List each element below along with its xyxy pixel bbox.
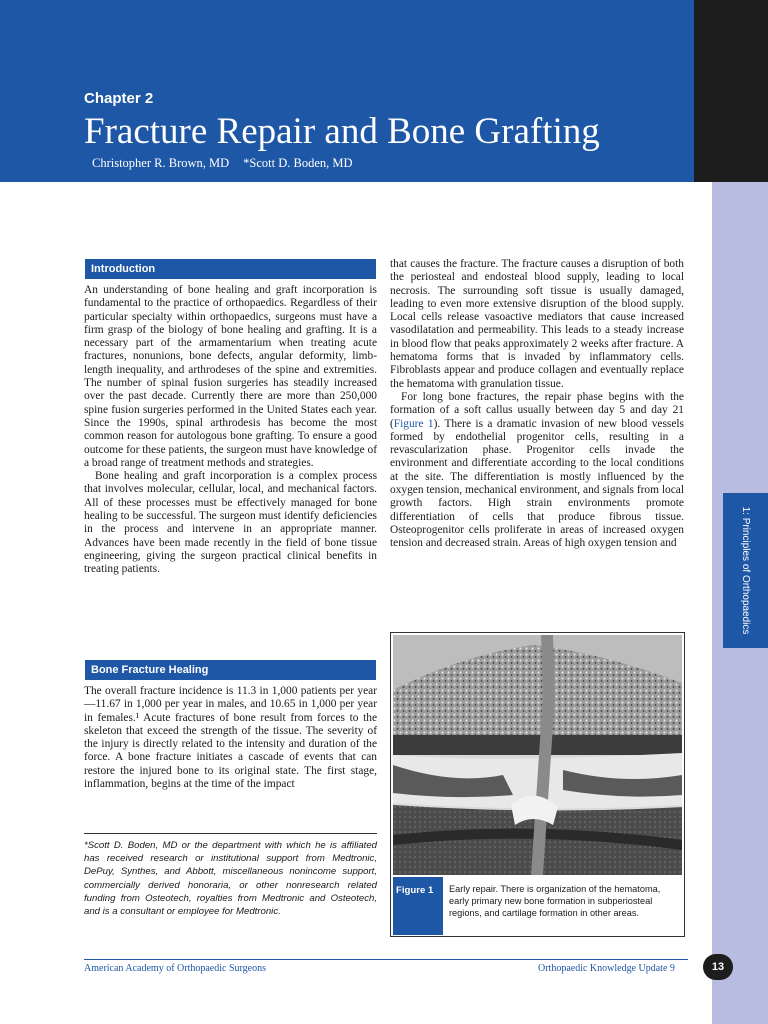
figure-label: Figure 1 xyxy=(393,877,443,935)
introduction-body xyxy=(84,284,377,577)
fracture-healing-body xyxy=(84,685,377,791)
disclosure-footnote: *Scott D. Boden, MD or the department with which he is affiliated has received research or institutional support from Medtronic, DePuy, Synthes, and Abbott, miscellaneous nonincome support, commercially derived honoraria, or other nonresearch related funding from Osteotech, royalties from Medtronic and Osteotech, and is a consultant or employee for Medtronic. xyxy=(84,840,377,918)
fracture-healing-paragraph: The overall fracture incidence is 11.3 in 1,000 patients per year—11.67 in 1,000 per year in males, and 10.65 in 1,000 per year in females.¹ Acute fractures of bone result from forces to the skeleton that exceed the strength of the tissue. The severity of the injury is directly related to the intensity and duration of the force. A bone fracture initiates a cascade of events that can restore the injured bone to its original state. The first stage, inflammation, begins at the time of the impact xyxy=(84,685,377,791)
figure-1 xyxy=(390,632,685,937)
right-paragraph-1: that causes the fracture. The fracture causes a disruption of both the periosteal and endosteal blood supply, leading to local necrosis. The surrounding soft tissue is usually damaged, leading to even more extensive disruption of the blood supply. Local cells release vasoactive mediators that cause increased vasodilatation and permeability. This leads to a steady increase in blood flow that peaks approximately 2 weeks after fracture. A hematoma forms that is invaded by inflammatory cells. Fibroblasts appear and produce collagen and eventually replace the hematoma with granulation tissue. xyxy=(390,258,684,390)
author-list xyxy=(92,156,353,171)
chapter-label: Chapter 2 xyxy=(84,90,154,107)
footer-divider xyxy=(84,959,688,960)
fracture-healing-heading: Bone Fracture Healing xyxy=(85,660,376,680)
introduction-paragraph-1: An understanding of bone healing and graft incorporation is fundamental to the practice of orthopaedics. Regardless of their particular specialty within orthopaedics, surgeons must have a firm grasp of the biology of bone healing and grafting. It is a necessary part of the armamentarium when treating acute fractures, nonunions, bone defects, angular deformity, limb-length inequality, and arthrodeses of the spine and extremities. The number of spinal fusion surgeries has steadily increased over the past decade. Currently there are more than 250,000 spine fusion surgeries performed in the United States each year. Since the 1990s, spinal arthrodesis has become the most common reason for autologous bone grafting. To ensure a good outcome for these patients, the surgeon must have knowledge of a broad range of treatment methods and strategies. xyxy=(84,284,377,469)
footer-publisher: American Academy of Orthopaedic Surgeons xyxy=(84,963,266,974)
right-paragraph-2-start: For long bone fractures, the repair phase begins with the formation of a soft callus usually between day 5 and day 21 ( xyxy=(390,390,684,430)
figure-1-reference-link[interactable]: Figure 1 xyxy=(393,417,434,430)
page-number-badge: 13 xyxy=(703,954,733,980)
section-side-tab xyxy=(723,493,768,648)
header-corner xyxy=(694,0,768,182)
introduction-heading: Introduction xyxy=(85,259,376,279)
histology-micrograph xyxy=(393,635,682,875)
footnote-divider xyxy=(84,833,377,834)
author-2: *Scott D. Boden, MD xyxy=(243,156,353,170)
right-column-body xyxy=(390,258,684,551)
right-paragraph-2 xyxy=(390,391,684,551)
right-paragraph-2-end: ). There is a dramatic invasion of new blood vessels formed by endothelial progenitor cells, resulting in a revascularization phase. Progenitor cells invade the environment and differentiate according to the local conditions at the site. The differentiation is mostly influenced by the oxygen tension, mechanical environment, and signals from local growth factors. High strain environments promote differentiation of cells that produce fibrous tissue. Osteoprogenitor cells proliferate in areas of increased oxygen tension and decreased strain. Areas of high oxygen tension and xyxy=(390,417,684,550)
footer-book-title: Orthopaedic Knowledge Update 9 xyxy=(538,963,675,974)
section-side-tab-label: 1: Principles of Orthopaedics xyxy=(740,506,751,635)
chapter-title: Fracture Repair and Bone Grafting xyxy=(84,111,600,152)
author-1: Christopher R. Brown, MD xyxy=(92,156,230,170)
introduction-paragraph-2: Bone healing and graft incorporation is a complex process that involves molecular, cellular, local, and mechanical factors. All of these processes must be effectively managed for bone healing to be successful. The surgeon must identify deficiencies in the process and intervene in an appropriate manner. Advances have been made recently in the field of bone tissue engineering, giving the surgeon practical clinical benefits in treating patients. xyxy=(84,470,377,576)
figure-caption: Early repair. There is organization of the hematoma, early primary new bone formation in subperiosteal regions, and cartilage formation in other areas. xyxy=(449,884,661,918)
